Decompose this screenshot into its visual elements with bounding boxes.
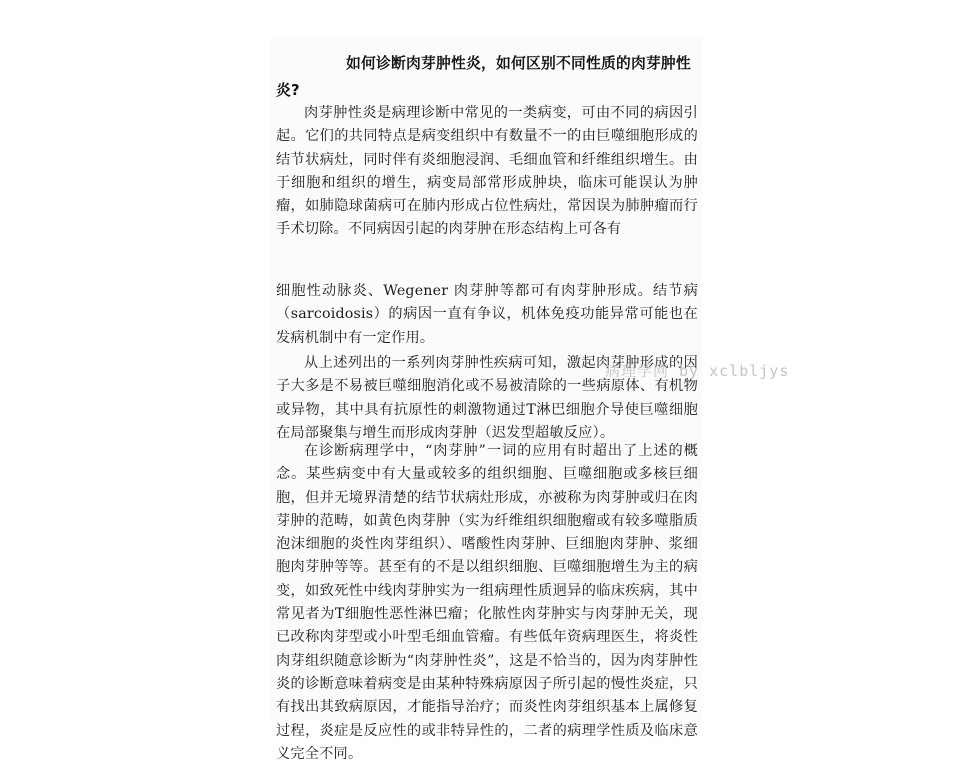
paragraph-4: 在诊断病理学中，“肉芽肿”一词的应用有时超出了上述的概念。某些病变中有大量或较多的组织细胞、巨噬细胞或多核巨细胞，但并无境界清楚的结节状病灶形成，亦被称为肉芽肿或归在肉芽肿的范畴，如黄色肉芽肿（实为纤维组织细胞瘤或有较多噬脂质泡沫细胞的炎性肉芽组织）、嗜酸性肉芽肿、巨细胞肉芽肿、浆细胞肉芽肿等等。甚至有的不是以组织细胞、巨噬细胞增生为主的病变，如致死性中线肉芽肿实为一组病理性质迥异的临床疾病，其中常见者为T细胞性恶性淋巴瘤；化脓性肉芽肿实与肉芽肿无关，现已改称肉芽型或小叶型毛细血管瘤。有些低年资病理医生，将炎性肉芽组织随意诊断为“肉芽肿性炎”，这是不恰当的，因为肉芽肿性炎的诊断意味着病变是由某种特殊病原因子所引起的慢性炎症，只有找出其致病原因，才能指导治疗；而炎性肉芽组织基本上属修复过程，炎症是反应性的或非特异性的，二者的病理学性质及临床意义完全不同。	[276, 443, 698, 762]
document-title: 如何诊断肉芽肿性炎，如何区别不同性质的肉芽肿性炎?	[276, 55, 691, 99]
watermark-text: 病理学网 by xclbljys	[605, 362, 790, 380]
paragraph-3: 从上述列出的一系列肉芽肿性疾病可知，激起肉芽肿形成的因子大多是不易被巨噬细胞消化或不易被清除的一些病原体、有机物或异物，其中具有抗原性的刺激物通过T淋巴细胞介导使巨噬细胞在局部聚集与增生而形成肉芽肿（迟发型超敏反应）。	[276, 355, 698, 441]
paragraph-1: 肉芽肿性炎是病理诊断中常见的一类病变，可由不同的病因引起。它们的共同特点是病变组织中有数量不一的由巨噬细胞形成的结节状病灶，同时伴有炎细胞浸润、毛细血管和纤维组织增生。由于细胞和组织的增生，病变局部常形成肿块，临床可能误认为肿瘤，如肺隐球菌病可在肺内形成占位性病灶，常因误为肺肿瘤而行手术切除。不同病因引起的肉芽肿在形态结构上可各有	[276, 105, 698, 238]
paragraph-2: 细胞性动脉炎、Wegener 肉芽肿等都可有肉芽肿形成。结节病（sarcoidosis）的病因一直有争议，机体免疫功能异常可能也在发病机制中有一定作用。	[276, 283, 698, 346]
